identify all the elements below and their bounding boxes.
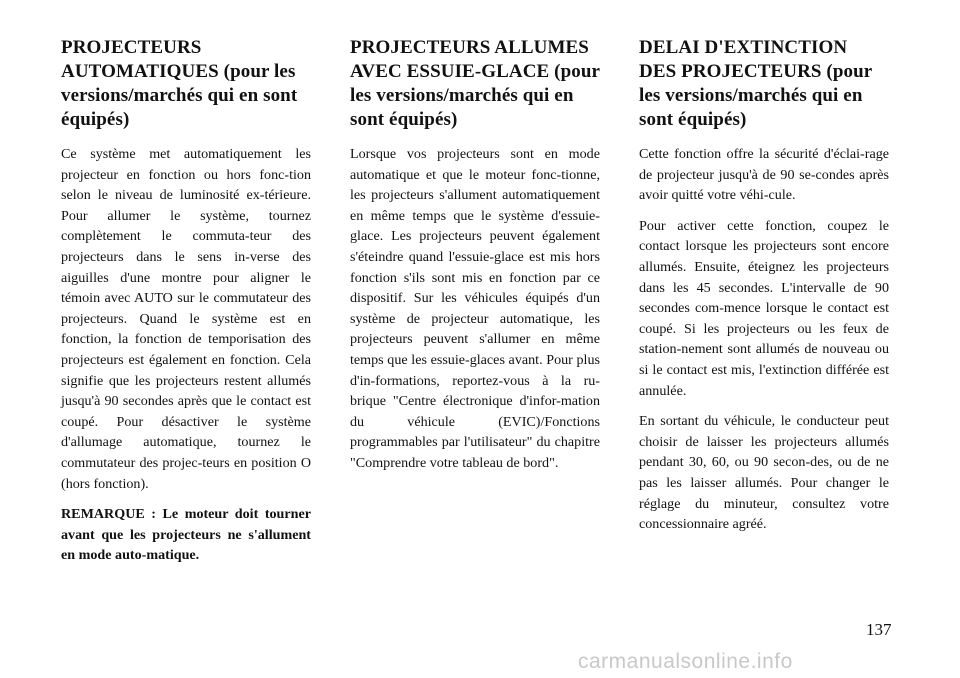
body-paragraph: Pour activer cette fonction, coupez le contact lorsque les projecteurs sont encore allumés. Ensuite, éteignez les projecteurs dans les 45 secondes. L'intervalle de 90 secondes com-mence lorsque le contact est coupé. Si les projecteurs ou les feux de station-nement sont allumés de nouveau ou si le contact est mis, l'extinction différée est annulée. xyxy=(639,217,889,399)
body-paragraph: En sortant du véhicule, le conducteur peut choisir de laisser les projecteurs allumés pendant 30, 60, ou 90 secon-des, ou de ne pas les laisser allumés. Pour changer le réglage du minuteur, consultez votre concessionnaire agréé. xyxy=(639,413,889,533)
note-paragraph: REMARQUE : Le moteur doit tourner avant que les projecteurs ne s'allument en mode auto-matique. xyxy=(61,506,311,564)
body-paragraph: Ce système met automatiquement les projecteur en fonction ou hors fonc-tion selon le niveau de luminosité ex-térieure. Pour allumer le système, tournez complètement le commuta-teur des projecteurs dans le sens in-verse des aiguilles d'une montre pour aligner le témoin avec AUTO sur le commutateur des projecteurs. Quand le système est en fonction, la fonction de temporisation des projecteurs est également en fonction. Cela signifie que les projecteurs restent allumés jusqu'à 90 secondes après que le contact est coupé. Pour désactiver le système d'allumage automatique, tournez le commutateur des projec-teurs en position O (hors fonction). xyxy=(61,146,311,492)
section-heading: PROJECTEURS AUTOMATIQUES (pour les versions/marchés qui en sont équipés) xyxy=(61,37,298,130)
section-heading: DELAI D'EXTINCTION DES PROJECTEURS (pour les versions/marchés qui en sont équipés) xyxy=(639,37,872,130)
page-number: 137 xyxy=(866,620,892,639)
column-headlight-delay xyxy=(639,36,889,545)
watermark: carmanualsonline.info xyxy=(578,650,793,673)
body-paragraph: Cette fonction offre la sécurité d'éclai-rage de projecteur jusqu'à de 90 se-condes après avoir quitté votre véhi-cule. xyxy=(639,146,889,204)
column-automatic-headlights xyxy=(61,36,311,576)
section-heading: PROJECTEURS ALLUMES AVEC ESSUIE-GLACE (pour les versions/marchés qui en sont équipés) xyxy=(350,37,600,130)
body-paragraph: Lorsque vos projecteurs sont en mode automatique et que le moteur fonc-tionne, les projecteurs s'allument automatiquement en même temps que le système d'essuie-glace. Les projecteurs peuvent également s'éteindre quand l'essuie-glace est mis hors fonction s'ils sont mis en fonction par ce dispositif. Sur les véhicules équipés d'un système de projecteur automatique, les projecteurs peuvent s'allumer en même temps que les essuie-glaces avant. Pour plus d'in-formations, reportez-vous à la ru-brique "Centre électronique d'infor-mation du véhicule (EVIC)/Fonctions programmables par l'utilisateur" du chapitre "Comprendre votre tableau de bord". xyxy=(350,146,600,471)
column-headlights-with-wipers xyxy=(350,36,600,484)
